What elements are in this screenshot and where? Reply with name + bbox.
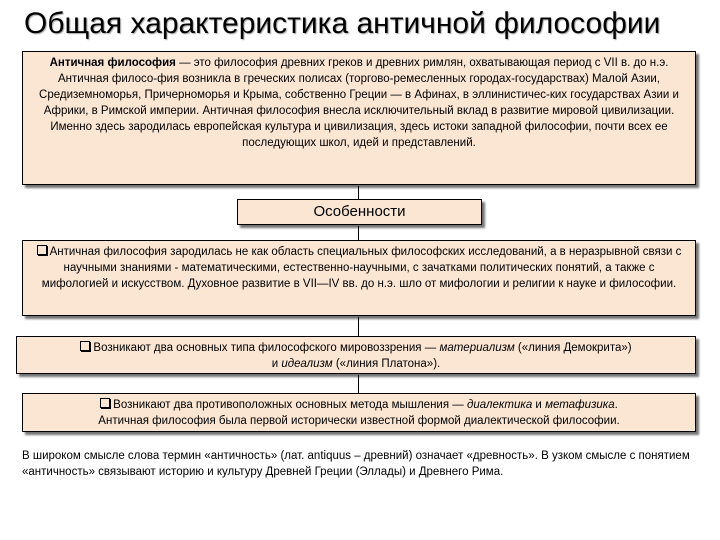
feature-3-term1: диалектика [466, 399, 533, 411]
connector-line [358, 375, 359, 393]
feature-box-3 [22, 393, 696, 432]
bullet-icon [37, 245, 47, 255]
feature-2-part1: Возникают два основных типа философского мировоззрения — [93, 342, 440, 354]
connector-line [358, 186, 359, 199]
feature-box-1 [22, 240, 696, 316]
feature-2-part4: («линия Платона»). [332, 358, 441, 370]
page-title: Общая характеристика античной философии [24, 7, 661, 40]
connector-line [358, 317, 359, 336]
footer-text: В широком смысле слова термин «античность» (лат. antiquus – древний) означает «древность». В узком смысле с понятием «античность» связывают историю и культуру Древней Греции (Эллады) и Древнего Рима. [22, 450, 690, 478]
definition-term: Античная философия [49, 57, 176, 69]
feature-box-2 [16, 336, 696, 374]
feature-3-line2: Античная философия была первой исторически известной формой диалектической философии. [98, 415, 620, 427]
feature-3-part1: Возникают два противоположных основных метода мышления — [113, 399, 467, 411]
feature-3-part3: . [614, 399, 618, 411]
connector-line [358, 226, 359, 240]
feature-2-term1: материализм [439, 342, 515, 354]
bullet-icon [100, 398, 110, 408]
feature-2-part2: («линия Демокрита») [514, 342, 632, 354]
feature-2-term2: идеализм [281, 358, 333, 370]
feature-3-part2: и [532, 399, 546, 411]
feature-1-text: Античная философия зародилась не как область специальных философских исследований, а в неразрывной связи с научными знаниями - математическими, естественно-научными, с зачатками политических понятий, а также с мифологией и искусством. Духовное развитие в VII—IV вв. до н.э. шло от мифологии и религии к науке и философии. [41, 246, 682, 290]
feature-3-term2: метафизика [545, 399, 615, 411]
definition-box [22, 51, 696, 185]
features-heading-box [237, 199, 482, 225]
feature-2-part3: и [271, 358, 282, 370]
definition-text: — это философия древних греков и древних римлян, охватывающая период с VII в. до н.э. Античная филосо-фия возникла в греческих полисах (торгово-ремесленных городах-государствах) Малой Азии, Средиземноморья, Причерноморья и Крыма, собственно Греции — в Афинах, в эллинистичес-ких государствах Азии и Африки, в Римской империи. Античная философия внесла исключительный вклад в развитие мировой цивилизации. Именно здесь зародилась европейская культура и цивилизация, здесь истоки западной философии, почти всех ее последующих школ, идей и представлений. [39, 57, 679, 149]
features-heading: Особенности [313, 203, 406, 220]
bullet-icon [80, 341, 90, 351]
